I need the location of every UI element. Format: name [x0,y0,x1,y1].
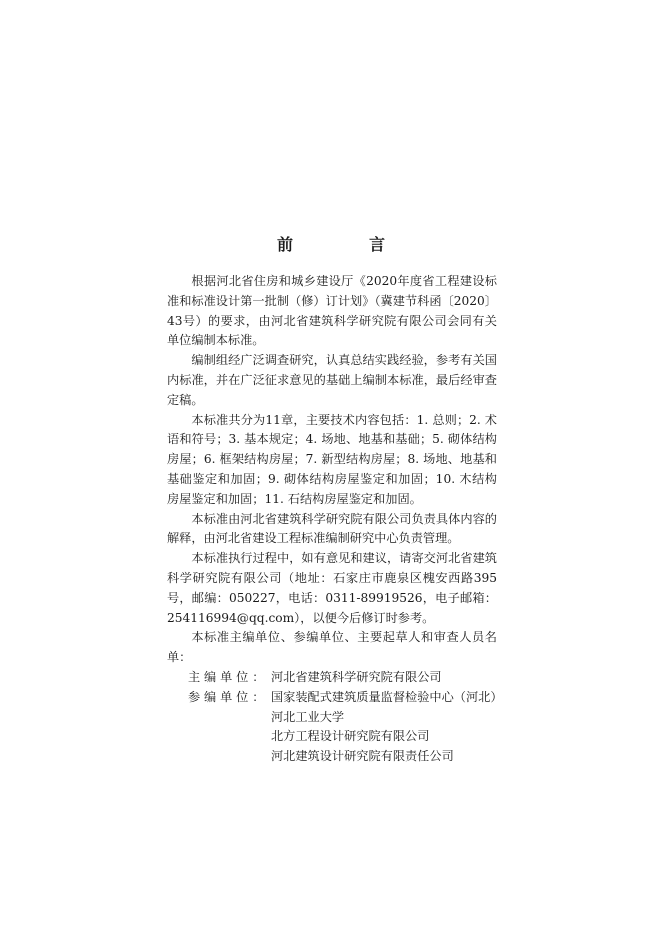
chief-editor-org: 河北省建筑科学研究院有限公司 [271,669,442,684]
paragraph-plan-basis: 根据河北省住房和城乡建设厅《2020年度省工程建设标准和标准设计第一批制（修）订计划》（冀建节科函〔2020〕43号）的要求，由河北省建筑科学研究院有限公司会同有关单位编制本标准。 [167,274,497,348]
paragraph-units-intro: 本标准主编单位、参编单位、主要起草人和审查人员名单： [167,630,497,665]
participating-org: 北方工程设计研究院有限公司 [271,729,430,744]
participating-row [167,688,503,767]
chief-editor-label: 主 编 单 位 ： [188,669,265,684]
chief-editor-orgs [271,668,442,688]
paragraph-responsibility: 本标准由河北省建筑科学研究院有限公司负责具体内容的解释，由河北省建设工程标准编制研究中心负责管理。 [167,511,497,546]
preface-body [167,272,503,767]
paragraph-compilation: 编制组经广泛调查研究，认真总结实践经验，参考有关国内标准，并在广泛征求意见的基础上编制本标准，最后经审查定稿。 [167,353,497,407]
participating-org: 河北建筑设计研究院有限责任公司 [271,749,454,764]
participating-org: 河北工业大学 [271,709,345,724]
chief-editor-row [167,668,497,688]
participating-label: 参 编 单 位 ： [188,689,265,704]
page-title: 前 言 [276,235,415,254]
units-list [167,668,503,767]
participating-org: 国家装配式建筑质量监督检验中心（河北） [271,689,503,704]
paragraph-feedback: 本标准执行过程中，如有意见和建议，请寄交河北省建筑科学研究院有限公司（地址：石家庄市鹿泉区槐安西路395号，邮编：050227，电话：0311-89919526，电子邮箱：254116994@qq.com），以便今后修订时参考。 [167,551,497,625]
paragraph-contents: 本标准共分为11章，主要技术内容包括：1. 总则；2. 术语和符号；3. 基本规定；4. 场地、地基和基础；5. 砌体结构房屋；6. 框架结构房屋；7. 新型结构房屋；8. 场地、地基和基础鉴定和加固；9. 砌体结构房屋鉴定和加固；10. 木结构房屋鉴定和加固；11. 石结构房屋鉴定和加固。 [167,412,497,506]
participating-orgs [271,688,503,767]
